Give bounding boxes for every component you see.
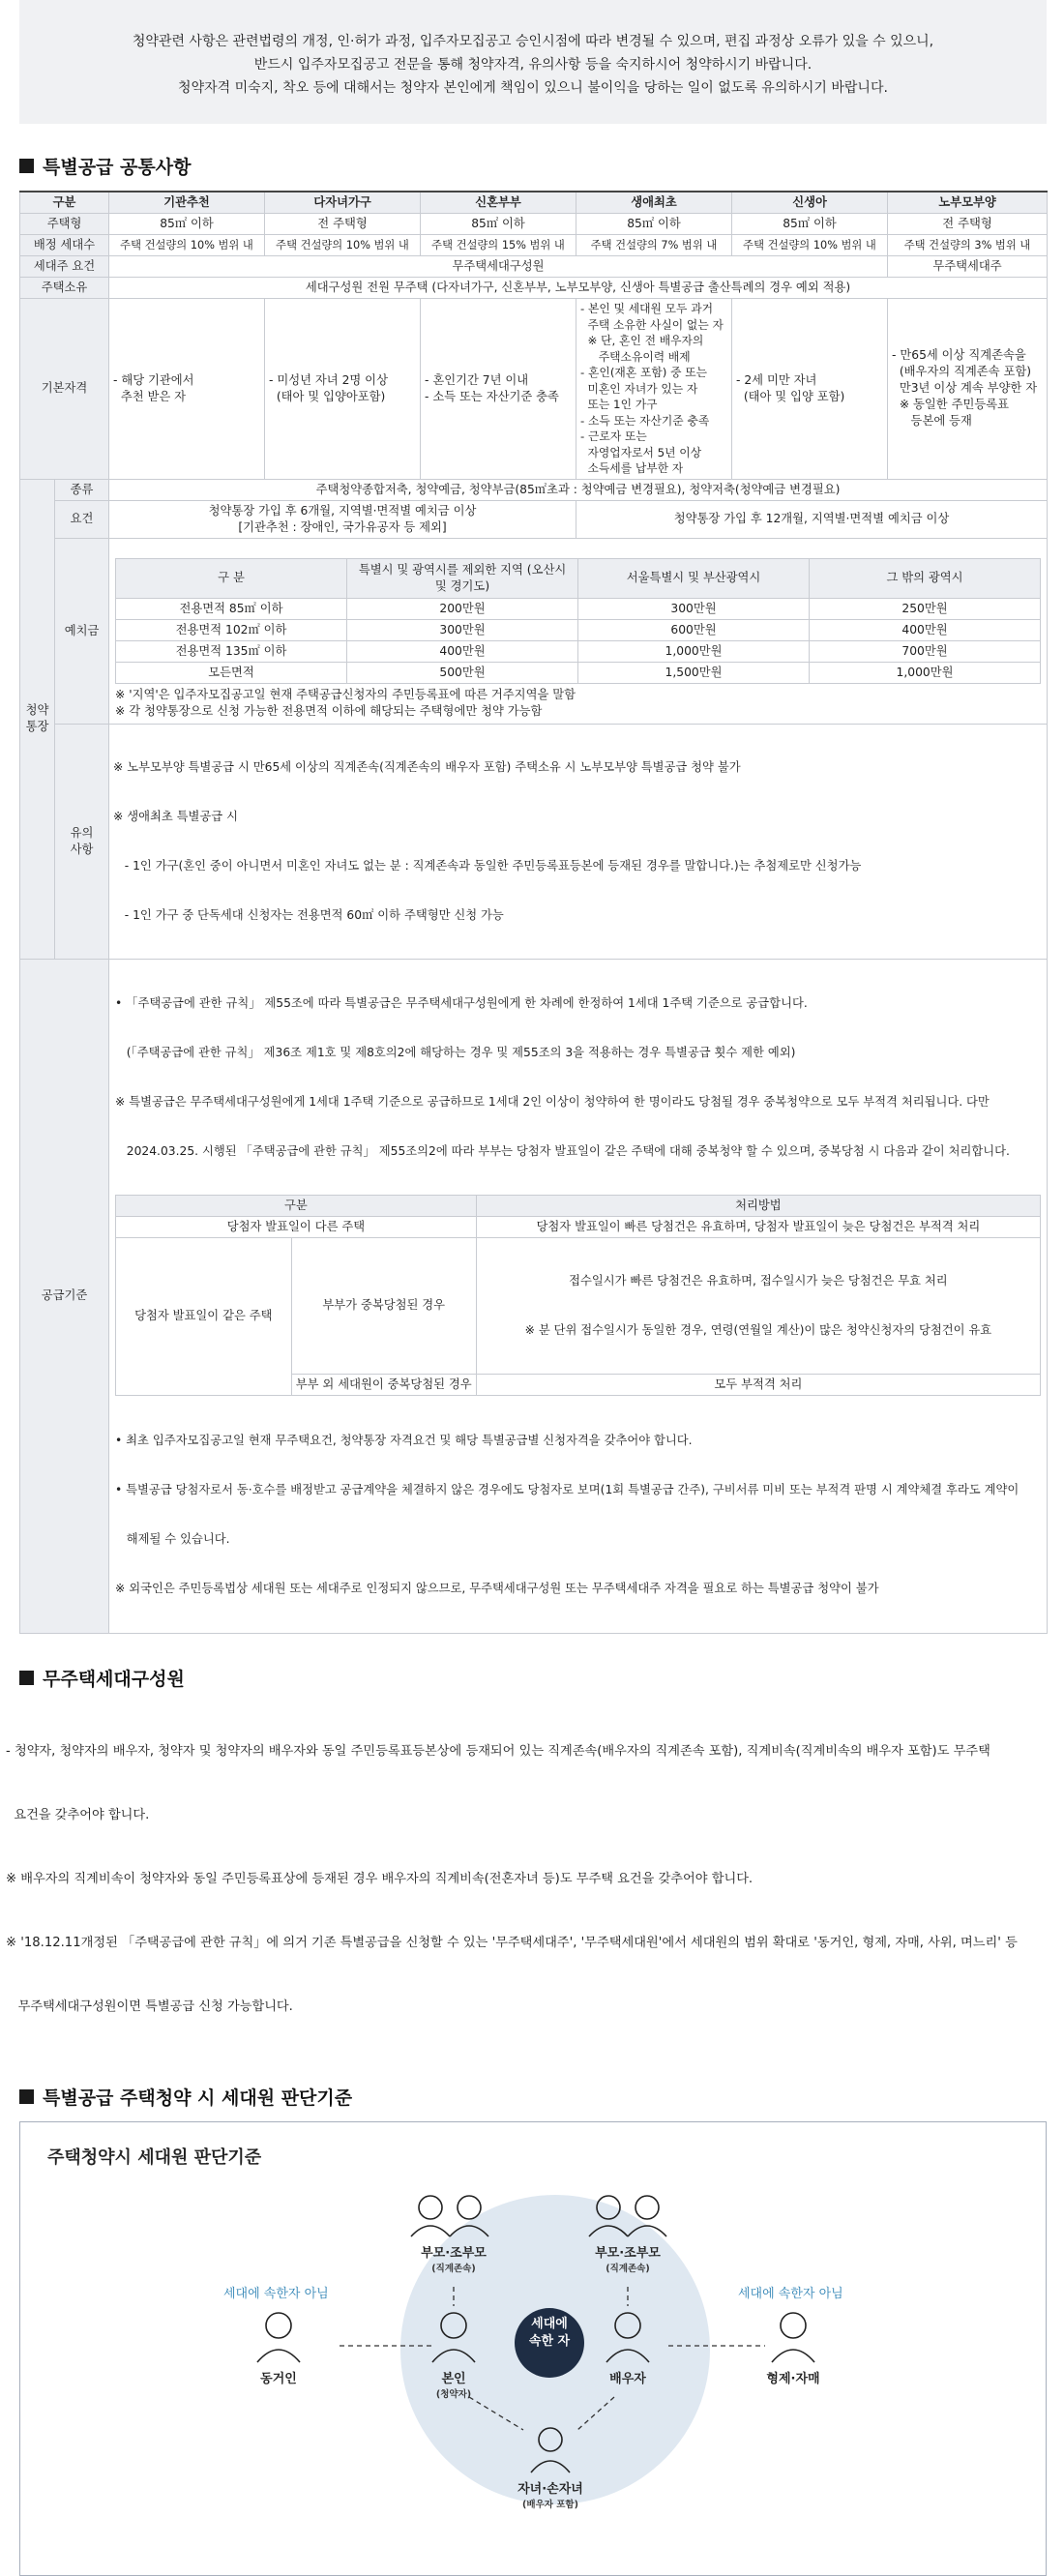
dup-cell: 모두 부적격 처리 [476, 1374, 1040, 1395]
supply-line: 2024.03.25. 시행된 「주택공급에 관한 규칙」 제55조의2에 따라 부부는 당첨자 발표일이 같은 주택에 대해 중복청약 할 수 있으며, 중복당첨 시 다음과 같이 처리합니다. [115, 1143, 1010, 1158]
deposit-cell: 400만원 [810, 619, 1041, 640]
body-line: ※ 배우자의 직계비속이 청약자와 동일 주민등록표상에 등재된 경우 배우자의 직계비속(전혼자녀 등)도 무주택 요건을 갖추어야 합니다. [6, 1871, 754, 1886]
grandfather-icon [411, 2196, 450, 2236]
deposit-cell: 600만원 [578, 619, 810, 640]
req-text: [기관추천 : 장애인, 국가유공자 등 제외] [238, 519, 447, 534]
cell-line: 자영업자로서 5년 이상 [580, 445, 702, 459]
caution-line: - 1인 가구 중 단독세대 신청자는 전용면적 60㎡ 이하 주택형만 신청 가능 [113, 907, 504, 922]
row-label: 기본자격 [20, 299, 109, 480]
table-cell: 주택청약종합저축, 청약예금, 청약부금(85㎡초과 : 청약예금 변경필요), 청약저축(청약예금 변경필요) [109, 479, 1048, 500]
table-cell: 세대구성원 전원 무주택 (다자녀가구, 신혼부부, 노부모부양, 신생아 특별공급 출산특례의 경우 예외 적용) [109, 278, 1048, 299]
supply-line: ※ 외국인은 주민등록법상 세대원 또는 세대주로 인정되지 않으므로, 무주택세대구성원 또는 무주택세대주 자격을 필요로 하는 특별공급 청약이 불가 [115, 1581, 879, 1595]
cell-line: - 2세 미만 자녀 [736, 372, 817, 387]
dup-cell: 부부가 중복당첨된 경우 [291, 1237, 476, 1374]
table-cell: 85㎡ 이하 [576, 214, 732, 235]
deposit-cell: 전용면적 135㎡ 이하 [116, 640, 347, 662]
cell-line: - 소득 또는 자산기준 충족 [425, 389, 559, 403]
dup-cell: 당첨자 발표일이 같은 주택 [116, 1237, 292, 1395]
square-bullet-icon [19, 1671, 34, 1685]
table-cell: 전 주택형 [265, 214, 421, 235]
deposit-cell: 전용면적 102㎡ 이하 [116, 619, 347, 640]
basic-cell [265, 299, 421, 480]
deposit-cell: 1,000만원 [578, 640, 810, 662]
deposit-note: ※ 각 청약통장으로 신청 가능한 전용면적 이하에 해당되는 주택형에만 청약 가능함 [115, 703, 543, 718]
deposit-table [115, 558, 1041, 684]
dup-cell: 당첨자 발표일이 빠른 당첨건은 유효하며, 당첨자 발표일이 늦은 당첨건은 부적격 처리 [476, 1216, 1040, 1237]
deposit-row [116, 598, 1041, 619]
header-cell: 기관추천 [109, 192, 265, 214]
deposit-header: 서울특별시 및 부산광역시 [578, 558, 810, 598]
cohabitant-label: 동거인 [260, 2371, 297, 2386]
parent-right-label [585, 2242, 670, 2274]
deposit-cell: 250만원 [810, 598, 1041, 619]
parent-left-label [411, 2242, 496, 2274]
deposit-row [116, 619, 1041, 640]
row-label: 유의 사항 [55, 724, 109, 959]
basic-cell [732, 299, 888, 480]
square-bullet-icon [19, 159, 34, 173]
notice-line: 청약관련 사항은 관련법령의 개정, 인·허가 과정, 입주자모집공고 승인시점에 따라 변경될 수 있으며, 편집 과정상 오류가 있을 수 있으니, [132, 34, 934, 49]
table-cell: 청약통장 가입 후 12개월, 지역별·면적별 예치금 이상 [576, 500, 1048, 538]
supply-line: • 최초 입주자모집공고일 현재 무주택요건, 청약통장 자격요건 및 해당 특별공급별 신청자격을 갖추어야 합니다. [115, 1433, 693, 1447]
person-sub: (배우자 포함) [522, 2499, 578, 2510]
table-cell: 85㎡ 이하 [732, 214, 888, 235]
dup-header-row [116, 1195, 1041, 1216]
table-row-deposit [20, 538, 1048, 724]
basic-cell [888, 299, 1048, 480]
self-label [425, 2368, 483, 2400]
header-cell: 노부모부양 [888, 192, 1048, 214]
row-label: 공급기준 [20, 959, 109, 1633]
notice-line: 반드시 입주자모집공고 전문을 통해 청약자격, 유의사항 등을 숙지하시어 청약하시기 바랍니다. [253, 57, 813, 73]
cell-line: ※ 동일한 주민등록표 [892, 398, 1009, 412]
table-cell: 주택 건설량의 10% 범위 내 [109, 235, 265, 256]
basic-cell [109, 299, 265, 480]
dup-cell: 당첨자 발표일이 다른 주택 [116, 1216, 477, 1237]
deposit-header: 구 분 [116, 558, 347, 598]
cell-line: - 혼인(재혼 포함) 중 또는 [580, 366, 708, 379]
section-title-special-supply: 특별공급 공통사항 [19, 153, 1064, 179]
basic-cell [421, 299, 576, 480]
row-label: 주택형 [20, 214, 109, 235]
duplicate-win-table [115, 1195, 1041, 1396]
person-name: 부모·조부모 [421, 2245, 487, 2261]
notice-line: 청약자격 미숙지, 착오 등에 대해서는 청약자 본인에게 책임이 있으니 불이익을 당하는 일이 없도록 유의하시기 바랍니다. [178, 80, 888, 96]
dup-cell: 부부 외 세대원이 중복당첨된 경우 [291, 1374, 476, 1395]
dup-header: 처리방법 [476, 1195, 1040, 1216]
caution-line: - 1인 가구(혼인 중이 아니면서 미혼인 자녀도 없는 분 : 직계존속과 동일한 주민등록표등본에 등재된 경우를 말합니다.)는 추첨제로만 신청가능 [113, 858, 862, 873]
cell-line: - 본인 및 세대원 모두 과거 [580, 302, 713, 315]
table-row [20, 214, 1048, 235]
table-cell: 85㎡ 이하 [109, 214, 265, 235]
cell-line: - 만65세 이상 직계존속을 [892, 348, 1026, 363]
cell-line: 주택 소유한 사실이 없는 자 [580, 317, 724, 332]
body-line: - 청약자, 청약자의 배우자, 청약자 및 청약자의 배우자와 동일 주민등록표등본상에 등재되어 있는 직계존속(배우자의 직계존속 포함), 직계비속(직계비속의 배우자 포함)도 무주택 [6, 1743, 990, 1759]
row-label: 주택소유 [20, 278, 109, 299]
table-row-basic-qualification [20, 299, 1048, 480]
req-text: 청약통장 가입 후 6개월, 지역별·면적별 예치금 이상 [208, 503, 477, 518]
header-cell: 구분 [20, 192, 109, 214]
member-criteria-diagram [19, 2121, 1047, 2576]
table-cell: 주택 건설량의 10% 범위 내 [265, 235, 421, 256]
cell-line: 만3년 이상 계속 부양한 자 [892, 381, 1038, 396]
table-row [20, 724, 1048, 959]
table-row [20, 235, 1048, 256]
deposit-cell: 1,500만원 [578, 662, 810, 683]
supply-line: • 특별공급 당첨자로서 동·호수를 배정받고 공급계약을 체결하지 않은 경우에도 당첨자로 보며(1회 특별공급 간주), 구비서류 미비 또는 부적격 판명 시 계약체결 후라도 계약이 [115, 1482, 1020, 1496]
supply-cell [109, 959, 1048, 1633]
notice-box [19, 0, 1047, 124]
supply-line: (「주택공급에 관한 규칙」 제36조 제1호 및 제8호의2에 해당하는 경우 및 제55조의 3을 적용하는 경우 특별공급 횟수 제한 예외) [115, 1045, 796, 1059]
dup-row [116, 1237, 1041, 1374]
diagram-title: 주택청약시 세대원 판단기준 [47, 2147, 262, 2168]
deposit-cell: 500만원 [347, 662, 578, 683]
cell-line: 주택소유이력 배제 [580, 349, 691, 364]
table-row [20, 278, 1048, 299]
caution-line: ※ 생애최초 특별공급 시 [113, 809, 238, 823]
table-cell: 주택 건설량의 7% 범위 내 [576, 235, 732, 256]
deposit-header: 그 밖의 광역시 [810, 558, 1041, 598]
deposit-header: 특별시 및 광역시를 제외한 지역 (오산시 및 경기도) [347, 558, 578, 598]
section-title-member-criteria: 특별공급 주택청약 시 세대원 판단기준 [19, 2084, 1064, 2110]
caution-cell [109, 724, 1048, 959]
deposit-rows [116, 598, 1041, 683]
row-label: 예치금 [55, 538, 109, 724]
dup-text: ※ 분 단위 접수일시가 동일한 경우, 연령(연월일 계산)이 많은 청약신청자의 당첨건이 유효 [524, 1322, 992, 1337]
table-row-supply-standard [20, 959, 1048, 1633]
person-name: 본인 [441, 2371, 466, 2386]
dup-header: 구분 [116, 1195, 477, 1216]
header-cell: 생애최초 [576, 192, 732, 214]
table-cell: 무주택세대구성원 [109, 256, 888, 278]
cohabitant-icon [257, 2313, 300, 2362]
cell-line: - 소득 또는 자산기준 충족 [580, 413, 710, 428]
deposit-cell: 700만원 [810, 640, 1041, 662]
cell-line: 소득세를 납부한 자 [580, 461, 684, 475]
body-line: 요건을 갖추어야 합니다. [6, 1807, 150, 1822]
deposit-cell: 200만원 [347, 598, 578, 619]
table-header-row [20, 192, 1048, 214]
person-sub: (직계존속) [606, 2263, 650, 2274]
not-member-label: 세대에 속한자 아님 [738, 2286, 843, 2301]
deposit-cell: 1,000만원 [810, 662, 1041, 683]
header-cell: 신혼부부 [421, 192, 576, 214]
person-sub: (청약자) [435, 2388, 472, 2400]
deposit-cell: 모든면적 [116, 662, 347, 683]
deposit-header-row [116, 558, 1041, 598]
cell-line: (배우자의 직계존속 포함) [892, 365, 1032, 379]
not-member-label: 세대에 속한자 아님 [223, 2286, 329, 2301]
cell-line: - 혼인기간 7년 이내 [425, 372, 529, 387]
table-cell: 무주택세대주 [888, 256, 1048, 278]
basic-cell [576, 299, 732, 480]
cell-line: - 미성년 자녀 2명 이상 [269, 372, 388, 387]
person-name: 부모·조부모 [595, 2245, 661, 2261]
deposit-cell: 400만원 [347, 640, 578, 662]
cell-line: ※ 단, 혼인 전 배우자의 [580, 334, 704, 347]
cell-line: 또는 1인 가구 [580, 398, 658, 411]
cell-line: 미혼인 자녀가 있는 자 [580, 381, 698, 396]
center-label: 세대에 속한 자 [528, 2316, 571, 2349]
cell-line: (태아 및 입양아포함) [269, 389, 386, 403]
deposit-row [116, 640, 1041, 662]
table-cell: 주택 건설량의 15% 범위 내 [421, 235, 576, 256]
section-title-homeless-member: 무주택세대구성원 [19, 1665, 1064, 1691]
person-name: 자녀·손자녀 [517, 2481, 583, 2497]
cell-line: 추천 받은 자 [113, 389, 187, 403]
special-supply-table [19, 191, 1048, 1634]
deposit-cell: 300만원 [347, 619, 578, 640]
row-label: 배정 세대수 [20, 235, 109, 256]
table-cell: 85㎡ 이하 [421, 214, 576, 235]
table-cell: 주택 건설량의 3% 범위 내 [888, 235, 1048, 256]
deposit-row [116, 662, 1041, 683]
body-line: ※ '18.12.11개정된 「주택공급에 관한 규칙」에 의거 기존 특별공급을 신청할 수 있는 '무주택세대주', '무주택세대원'에서 세대원의 범위 확대로 '동거인, 형제, 자매, 사위, 며느리' 등 [6, 1935, 1018, 1950]
supply-line: ※ 특별공급은 무주택세대구성원에게 1세대 1주택 기준으로 공급하므로 1세대 2인 이상이 청약하여 한 명이라도 당첨될 경우 중복청약으로 모두 부적격 처리됩니다. 다만 [115, 1094, 990, 1109]
cell-line: (태아 및 입양 포함) [736, 389, 845, 403]
cell-line: - 해당 기관에서 [113, 372, 194, 387]
person-sub: (직계존속) [431, 2263, 476, 2274]
deposit-cell [109, 538, 1048, 724]
sibling-icon [772, 2313, 814, 2362]
table-cell: 주택 건설량의 10% 범위 내 [732, 235, 888, 256]
table-row [20, 479, 1048, 500]
deposit-cell: 전용면적 85㎡ 이하 [116, 598, 347, 619]
deposit-note: ※ '지역'은 입주자모집공고일 현재 주택공급신청자의 주민등록표에 따른 거주지역을 말함 [115, 687, 576, 701]
table-row [20, 500, 1048, 538]
header-cell: 신생아 [732, 192, 888, 214]
cell-line: - 근로자 또는 [580, 429, 647, 443]
caution-line: ※ 노부모부양 특별공급 시 만65세 이상의 직계존속(직계존속의 배우자 포함) 주택소유 시 노부모부양 특별공급 청약 불가 [113, 759, 741, 774]
dup-cell [476, 1237, 1040, 1374]
child-label [504, 2478, 597, 2510]
section2-body [6, 1699, 1064, 2060]
dup-text: 접수일시가 빠른 당첨건은 유효하며, 접수일시가 늦은 당첨건은 무효 처리 [569, 1273, 948, 1288]
square-bullet-icon [19, 2089, 34, 2104]
header-cell: 다자녀가구 [265, 192, 421, 214]
supply-line: 해제될 수 있습니다. [115, 1531, 230, 1546]
row-label: 세대주 요건 [20, 256, 109, 278]
table-cell: 전 주택형 [888, 214, 1048, 235]
deposit-cell: 300만원 [578, 598, 810, 619]
dup-row [116, 1216, 1041, 1237]
row-label: 요건 [55, 500, 109, 538]
table-row [20, 256, 1048, 278]
sibling-label: 형제·자매 [766, 2371, 820, 2386]
account-group-label: 청약 통장 [20, 479, 55, 959]
cell-line: 등본에 등재 [892, 414, 972, 429]
body-line: 무주택세대구성원이면 특별공급 신청 가능합니다. [6, 1999, 293, 2014]
row-label: 종류 [55, 479, 109, 500]
table-cell [109, 500, 576, 538]
spouse-label: 배우자 [609, 2371, 646, 2386]
supply-line: • 「주택공급에 관한 규칙」 제55조에 따라 특별공급은 무주택세대구성원에게 한 차례에 한정하여 1세대 1주택 기준으로 공급합니다. [115, 995, 808, 1010]
